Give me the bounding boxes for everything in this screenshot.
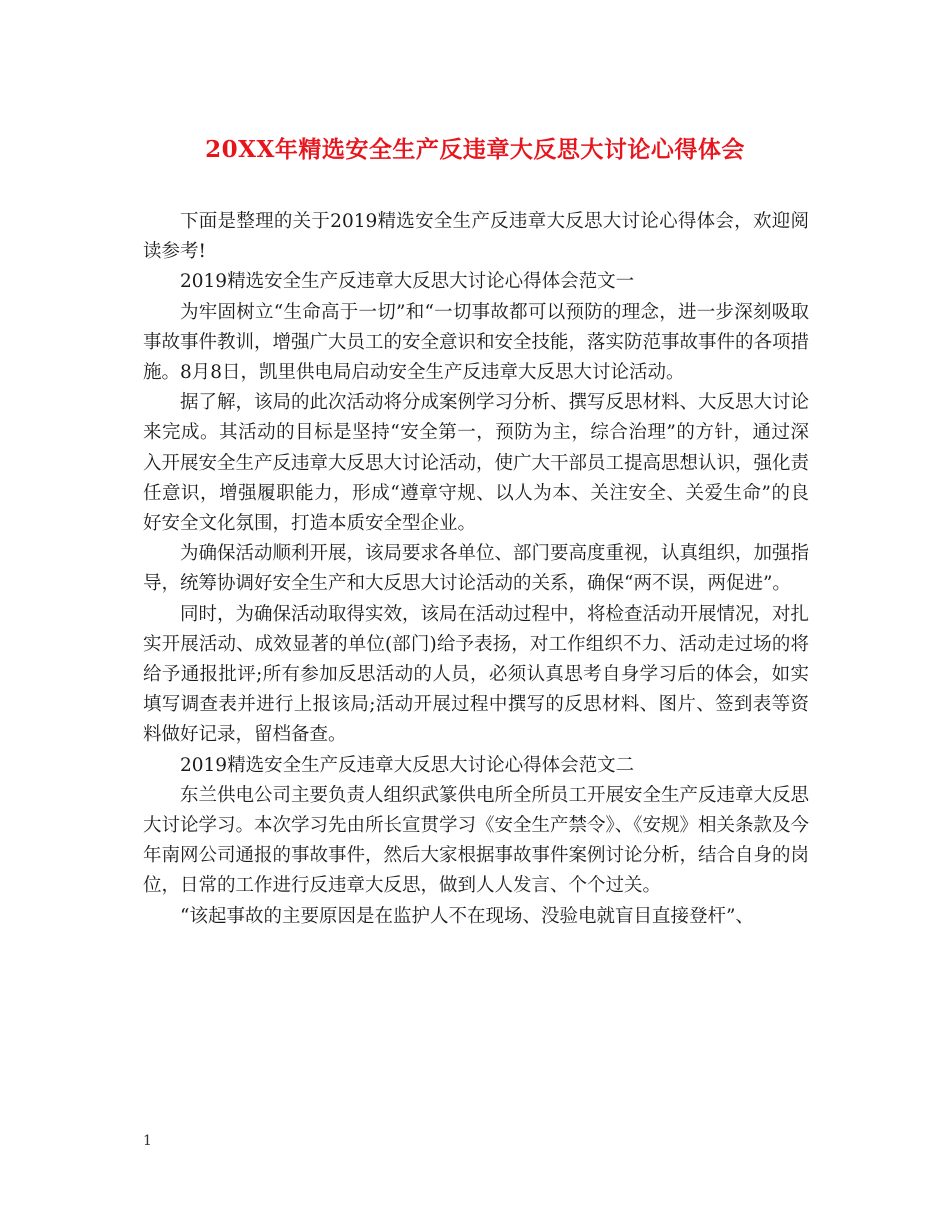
paragraph: 据了解，该局的此次活动将分成案例学习分析、撰写反思材料、大反思大讨论来完成。其活动的目标是坚持“安全第一，预防为主，综合治理”的方针，通过深入开展安全生产反违章大反思大讨论活动，使广大干部员工提高思想认识，强化责任意识，增强履职能力，形成“遵章守规、以人为本、关注安全、关爱生命”的良好安全文化氛围，打造本质安全型企业。 (143, 392, 810, 535)
paragraph: 同时，为确保活动取得实效，该局在活动过程中，将检查活动开展情况，对扎实开展活动、成效显著的单位(部门)给予表扬，对工作组织不力、活动走过场的将给予通报批评;所有参加反思活动的人员，必须认真思考自身学习后的体会，如实填写调查表并进行上报该局;活动开展过程中撰写的反思材料、图片、签到表等资料做好记录，留档备查。 (143, 603, 810, 746)
paragraph-intro: 下面是整理的关于2019精选安全生产反违章大反思大讨论心得体会，欢迎阅读参考! (143, 211, 809, 263)
section-heading-1: 2019精选安全生产反违章大反思大讨论心得体会范文一 (180, 271, 635, 293)
section-heading-2: 2019精选安全生产反违章大反思大讨论心得体会范文二 (180, 754, 635, 776)
paragraph: 东兰供电公司主要负责人组织武篆供电所全所员工开展安全生产反违章大反思大讨论学习。本次学习先由所长宣贯学习《安全生产禁令》、《安规》相关条款及今年南网公司通报的事故事件，然后大家根据事故事件案例讨论分析，结合自身的岗位，日常的工作进行反违章大反思，做到人人发言、个个过关。 (143, 784, 810, 897)
document-title: 20XX年精选安全生产反违章大反思大讨论心得体会 (205, 136, 745, 163)
page-number: 1 (143, 1133, 152, 1149)
document-body (143, 207, 809, 932)
paragraph: 为确保活动顺利开展，该局要求各单位、部门要高度重视，认真组织，加强指导，统筹协调好安全生产和大反思大讨论活动的关系，确保“两不误，两促进”。 (143, 543, 810, 595)
paragraph: “该起事故的主要原因是在监护人不在现场、没验电就盲目直接登杆”、 (180, 905, 754, 927)
paragraph: 为牢固树立“生命高于一切”和“一切事故都可以预防的理念，进一步深刻吸取事故事件教训，增强广大员工的安全意识和安全技能，落实防范事故事件的各项措施。8月8日，凯里供电局启动安全生产反违章大反思大讨论活动。 (143, 301, 810, 384)
